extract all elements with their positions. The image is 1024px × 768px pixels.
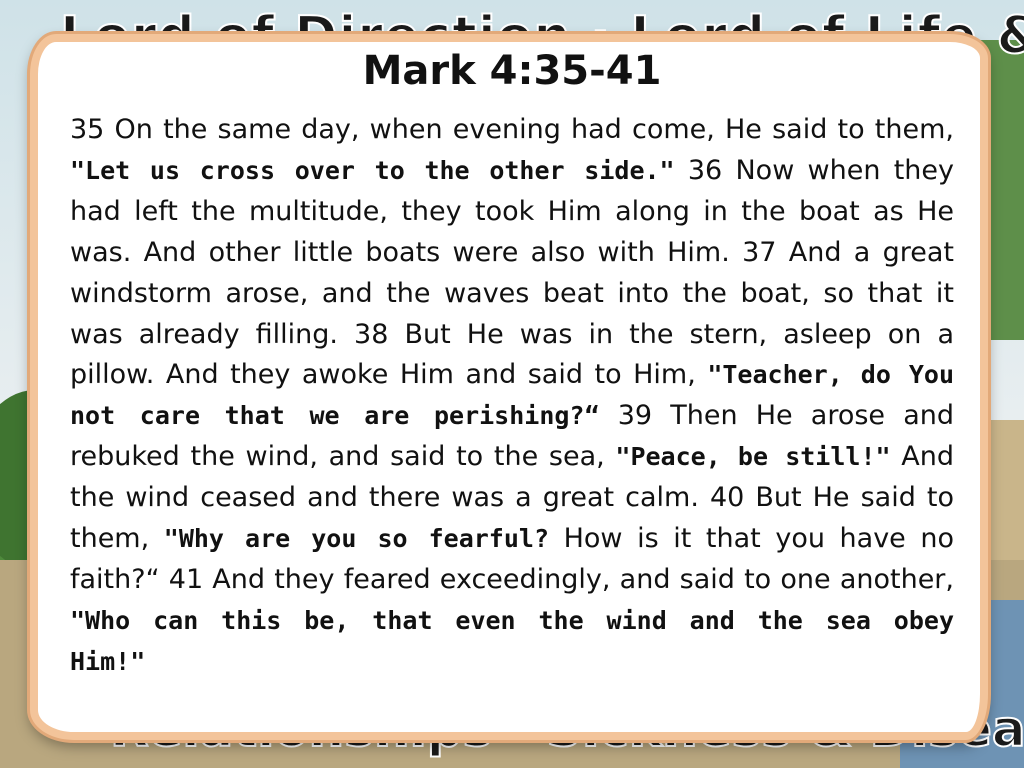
scripture-reference: Mark 4:35-41 (362, 48, 662, 94)
passage-text: And the wind ceased and there was a great calm. 40 But He said to them, (70, 441, 954, 555)
quoted-speech: "Who can this be, that even the wind and the sea obey Him!" (70, 605, 954, 676)
quoted-speech: "Why are you so fearful? (163, 524, 550, 554)
quoted-speech: "Let us cross over to the other side." (70, 155, 675, 185)
quoted-speech: "Teacher, do You not care that we are perishing?“ (70, 360, 955, 431)
passage-text: 39 Then He arose and rebuked the wind, and said to the sea, (70, 400, 955, 473)
passage-text: 36 Now when they had left the multitude, they took Him along in the boat as He was. And other little boats were also with Him. 37 And a great windstorm arose, and the waves beat into the boat, so that it was already filling. 38 But He was in the stern, asleep on a pillow. And they awoke Him and said to Him, (70, 154, 954, 391)
quoted-speech: "Peace, be still!" (615, 442, 891, 472)
scripture-passage (70, 110, 954, 683)
passage-text: How is it that you have no faith?“ 41 And they feared exceedingly, and said to one another, (70, 523, 954, 595)
passage-text (675, 155, 688, 186)
passage-text: 35 On the same day, when evening had come, He said to them, (70, 114, 954, 145)
